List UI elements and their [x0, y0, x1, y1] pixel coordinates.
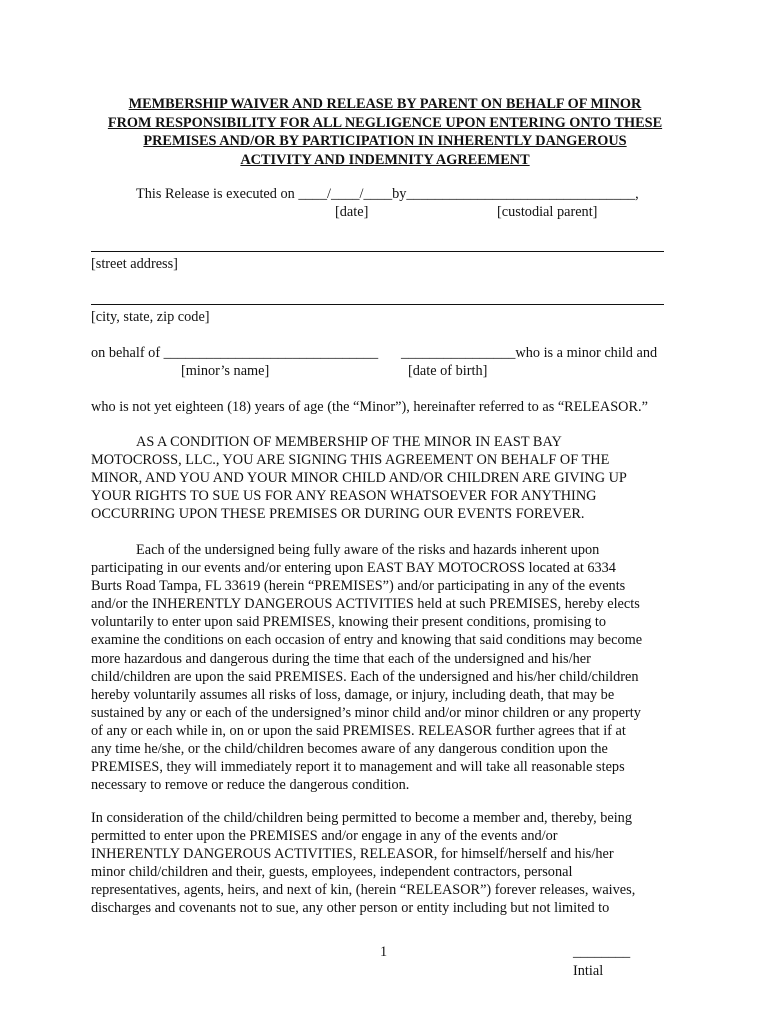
paragraph-line: more hazardous and dangerous during the time that each of the undersigned and his/her: [91, 650, 591, 667]
paragraph-line: discharges and covenants not to sue, any other person or entity including but not limited to: [91, 900, 610, 917]
city-state-zip-label: [city, state, zip code]: [91, 309, 210, 325]
paragraph-line: AS A CONDITION OF MEMBERSHIP OF THE MINOR IN EAST BAY: [136, 434, 562, 450]
minor-name-label: [minor’s name]: [181, 363, 270, 379]
paragraph-line: Each of the undersigned being fully aware of the risks and hazards inherent upon: [136, 542, 600, 558]
paragraph-line: INHERENTLY DANGEROUS ACTIVITIES, RELEASOR, for himself/herself and his/her: [91, 846, 614, 863]
paragraph-line: Burts Road Tampa, FL 33619 (herein “PREMISES”) and/or participating in any of the events: [91, 578, 626, 595]
title-line: MEMBERSHIP WAIVER AND RELEASE BY PARENT ON BEHALF OF MINOR: [128, 96, 642, 112]
minor-name-line: on behalf of ______________________________: [91, 345, 379, 361]
paragraph-line: and/or the INHERENTLY DANGEROUS ACTIVITIES held at such PREMISES, hereby elects: [91, 596, 640, 613]
title-line: ACTIVITY AND INDEMNITY AGREEMENT: [240, 151, 530, 168]
release-date-line: This Release is executed on ____/____/____by________________________________,: [136, 186, 639, 202]
minor-note: who is not yet eighteen (18) years of age (the “Minor”), hereinafter referred to as “RELEASOR.”: [91, 399, 648, 415]
street-address-label: [street address]: [91, 256, 178, 272]
condition-paragraph: [91, 433, 691, 523]
document-title: [80, 95, 690, 169]
paragraph-line: examine the conditions on each occasion of entry and knowing that said conditions may become: [91, 632, 643, 649]
paragraph-line: necessary to remove or reduce the dangerous condition.: [91, 777, 410, 794]
paragraph-line: In consideration of the child/children being permitted to become a member and, thereby, being: [91, 810, 632, 826]
initial-label: Intial: [573, 963, 604, 979]
paragraph-line: YOUR RIGHTS TO SUE US FOR ANY REASON WHATSOEVER FOR ANYTHING: [91, 488, 597, 505]
paragraph-line: child/children are upon the said PREMISES. Each of the undersigned and his/her child/children: [91, 668, 639, 685]
page-number: 1: [380, 944, 388, 960]
paragraph-line: permitted to enter upon the PREMISES and/or engage in any of the events and/or: [91, 828, 558, 845]
paragraph-line: sustained by any or each of the undersigned’s minor child and/or minor children or any property: [91, 704, 641, 721]
paragraph-line: of any or each while in, on or upon the said PREMISES. RELEASOR further agrees that if at: [91, 722, 626, 739]
paragraph-line: PREMISES, they will immediately report it to management and will take all reasonable steps: [91, 759, 625, 776]
paragraph-line: MINOR, AND YOU AND YOUR MINOR CHILD AND/OR CHILDREN ARE GIVING UP: [91, 470, 627, 487]
city-state-zip-rule: [91, 304, 664, 305]
paragraph-line: any time he/she, or the child/children becomes aware of any dangerous condition upon the: [91, 741, 608, 758]
paragraph-line: minor child/children and their, guests, employees, independent contractors, personal: [91, 864, 573, 881]
risk-paragraph: [91, 541, 691, 794]
date-of-birth-label: [date of birth]: [408, 363, 488, 379]
title-line: PREMISES AND/OR BY PARTICIPATION IN INHERENTLY DANGEROUS: [143, 133, 627, 149]
paragraph-line: voluntarily to enter upon said PREMISES, knowing their present conditions, promising to: [91, 614, 607, 631]
paragraph-line: hereby voluntarily assumes all risks of loss, damage, or injury, including death, that may be: [91, 686, 615, 703]
title-line: FROM RESPONSIBILITY FOR ALL NEGLIGENCE UPON ENTERING ONTO THESE: [107, 114, 663, 131]
paragraph-line: participating in our events and/or entering upon EAST BAY MOTOCROSS located at 6334: [91, 560, 616, 577]
paragraph-line: representatives, agents, heirs, and next of kin, (herein “RELEASOR”) forever releases, waives,: [91, 882, 636, 899]
paragraph-line: OCCURRING UPON THESE PREMISES OR DURING OUR EVENTS FOREVER.: [91, 506, 585, 523]
date-label: [date]: [335, 204, 369, 220]
date-of-birth-line: ________________who is a minor child and: [401, 345, 658, 361]
street-address-rule: [91, 251, 664, 252]
paragraph-line: MOTOCROSS, LLC., YOU ARE SIGNING THIS AGREEMENT ON BEHALF OF THE: [91, 452, 610, 469]
custodial-parent-label: [custodial parent]: [497, 204, 598, 220]
initial-blank[interactable]: ________: [573, 944, 631, 960]
consideration-paragraph: [91, 809, 691, 918]
